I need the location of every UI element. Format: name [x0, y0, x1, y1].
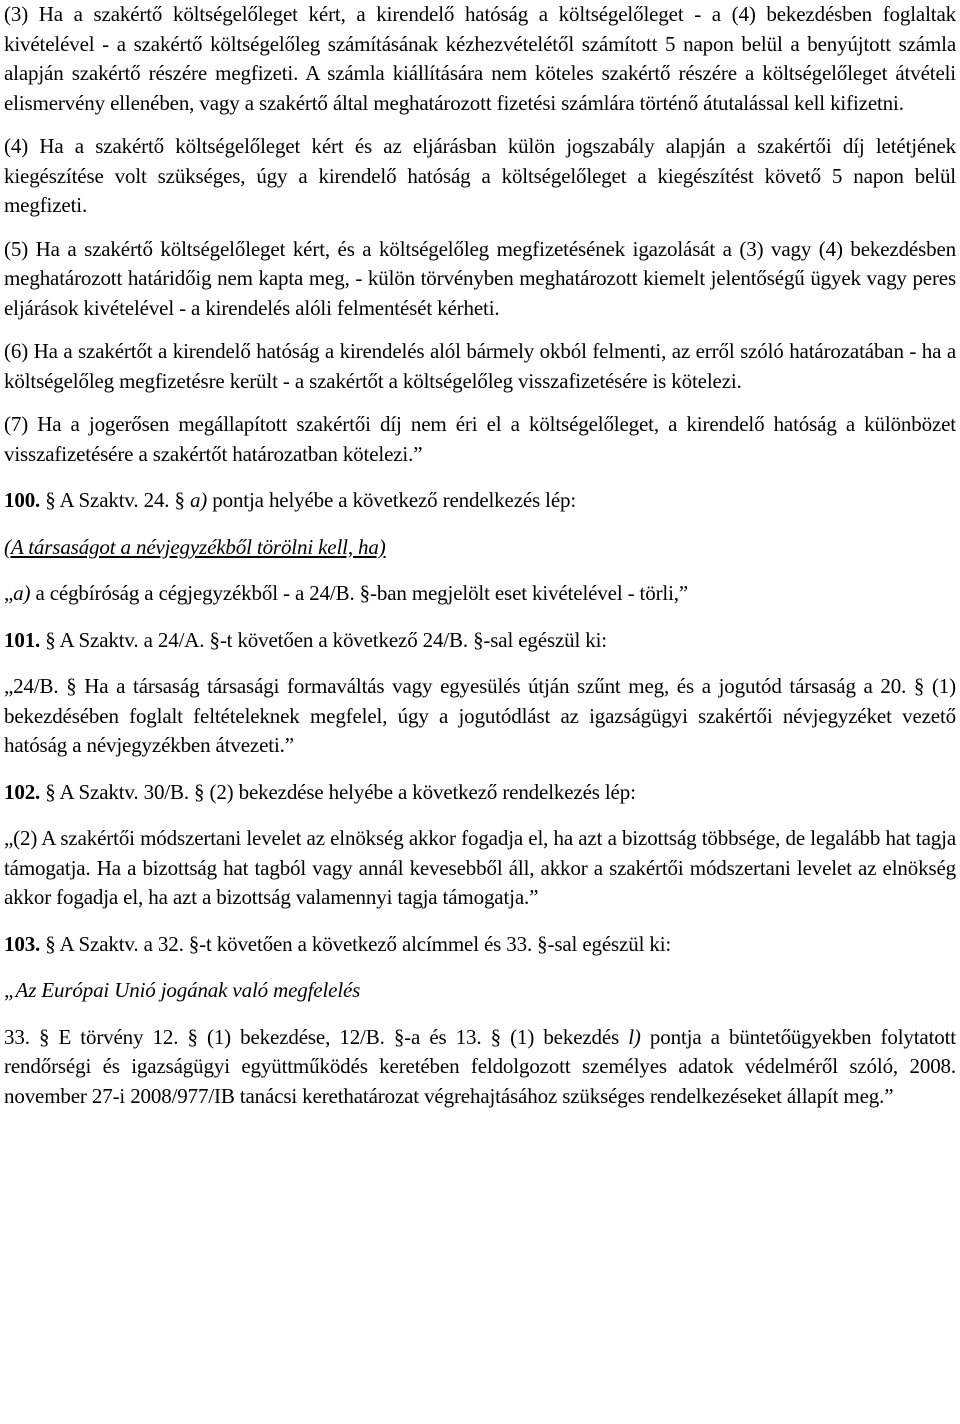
document-page — [4, 0, 956, 1111]
section-101-quote: „24/B. § Ha a társaság társasági formaváltás vagy egyesülés útján szűnt meg, és a jogutód társaság a 20. § (1) bekezdésében foglalt feltételeknek megfelel, úgy a jogutódlást az igazságügyi szakértői névjegyzéket vezető hatóság a névjegyzékben átvezeti.” — [4, 674, 956, 757]
quote-text: a cégbíróság a cégjegyzékből - a 24/B. §-ban megjelölt eset kivételével - törli,” — [30, 581, 689, 605]
section-point: a) — [189, 488, 208, 512]
paragraph-5: (5) Ha a szakértő költségelőleget kért, és a költségelőleg megfizetésének igazolását a (3) vagy (4) bekezdésben meghatározott határidőig nem kapta meg, - külön törvényben meghatározott kiemelt jelentőségű ügyek vagy peres eljárások kivételével - a kirendelés alóli felmentését kérheti. — [4, 236, 956, 320]
section-text: § A Szaktv. 24. § — [40, 488, 190, 512]
section-103-heading — [4, 930, 956, 960]
section-103-body — [4, 1023, 956, 1112]
section-102-heading — [4, 778, 956, 808]
body-point: l) — [628, 1024, 641, 1049]
paragraph-6: (6) Ha a szakértőt a kirendelő hatóság a kirendelés alól bármely okból felmenti, az erről szóló határozatában - ha a költségelőleg megfizetésre került - a szakértőt a költségelőleg visszafizetésére is kötelezi. — [4, 339, 956, 393]
paragraph-4: (4) Ha a szakértő költségelőleget kért és az eljárásban külön jogszabály alapján a szakértői díj letétjének kiegészítése volt szükséges, úgy a kirendelő hatóság a költségelőleget a kiegészítést követő 5 napon belül megfizeti. — [4, 134, 956, 217]
section-text: § A Szaktv. 30/B. § (2) bekezdése helyébe a következő rendelkezés lép: — [40, 779, 636, 804]
section-number: 100. — [4, 488, 41, 512]
section-101-heading — [4, 626, 956, 656]
section-text: § A Szaktv. a 24/A. §-t követően a következő 24/B. §-sal egészül ki: — [40, 627, 607, 652]
quote-open: „ — [4, 581, 14, 605]
section-100-context: (A társaságot a névjegyzékből törölni kell, ha) — [4, 534, 386, 559]
section-text: pontja helyébe a következő rendelkezés lép: — [207, 488, 577, 512]
section-number: 103. — [4, 931, 41, 956]
paragraph-3: (3) Ha a szakértő költségelőleget kért, a kirendelő hatóság a költségelőleget - a (4) bekezdésben foglaltak kivételével - a szakértő költségelőleg számításának kézhezvételétől számított 5 napon belül a benyújtott számla alapján szakértő részére megfizeti. A számla kiállítására nem köteles szakértő részére a költségelőleget átvételi elismervény ellenében, vagy a szakértő által meghatározott fizetési számlára történő átutalással kell kifizetni. — [4, 2, 956, 115]
section-102-quote: „(2) A szakértői módszertani levelet az elnökség akkor fogadja el, ha azt a bizottság többsége, de legalább hat tagja támogatja. Ha a bizottság hat tagból vagy annál kevesebből áll, akkor a szakértői módszertani levelet az elnökség akkor fogadja el, ha azt a bizottság valamennyi tagja támogatja.” — [4, 826, 956, 909]
section-number: 101. — [4, 627, 41, 652]
section-100-quote — [4, 579, 956, 609]
body-text: pontja a büntetőügyekben folytatott rendőrségi és igazságügyi együttműködés keretében feldolgozott személyes adatok védelméről szóló, 2008. november 27-i 2008/977/IB tanácsi kerethatározat végrehajtásához szükséges rendelkezéseket állapít meg.” — [4, 1024, 956, 1108]
section-103-subtitle: „Az Európai Unió jogának való megfelelés — [4, 978, 361, 1002]
section-100-heading — [4, 486, 956, 516]
paragraph-7: (7) Ha a jogerősen megállapított szakértői díj nem éri el a költségelőleget, a kirendelő hatóság a különbözet visszafizetésére a szakértőt határozatban kötelezi.” — [4, 412, 956, 466]
section-text: § A Szaktv. a 32. §-t követően a következő alcímmel és 33. §-sal egészül ki: — [40, 931, 672, 956]
body-text: 33. § E törvény 12. § (1) bekezdése, 12/B. §-a és 13. § (1) bekezdés — [4, 1024, 629, 1049]
section-number: 102. — [4, 779, 41, 804]
quote-point: a) — [13, 581, 31, 605]
